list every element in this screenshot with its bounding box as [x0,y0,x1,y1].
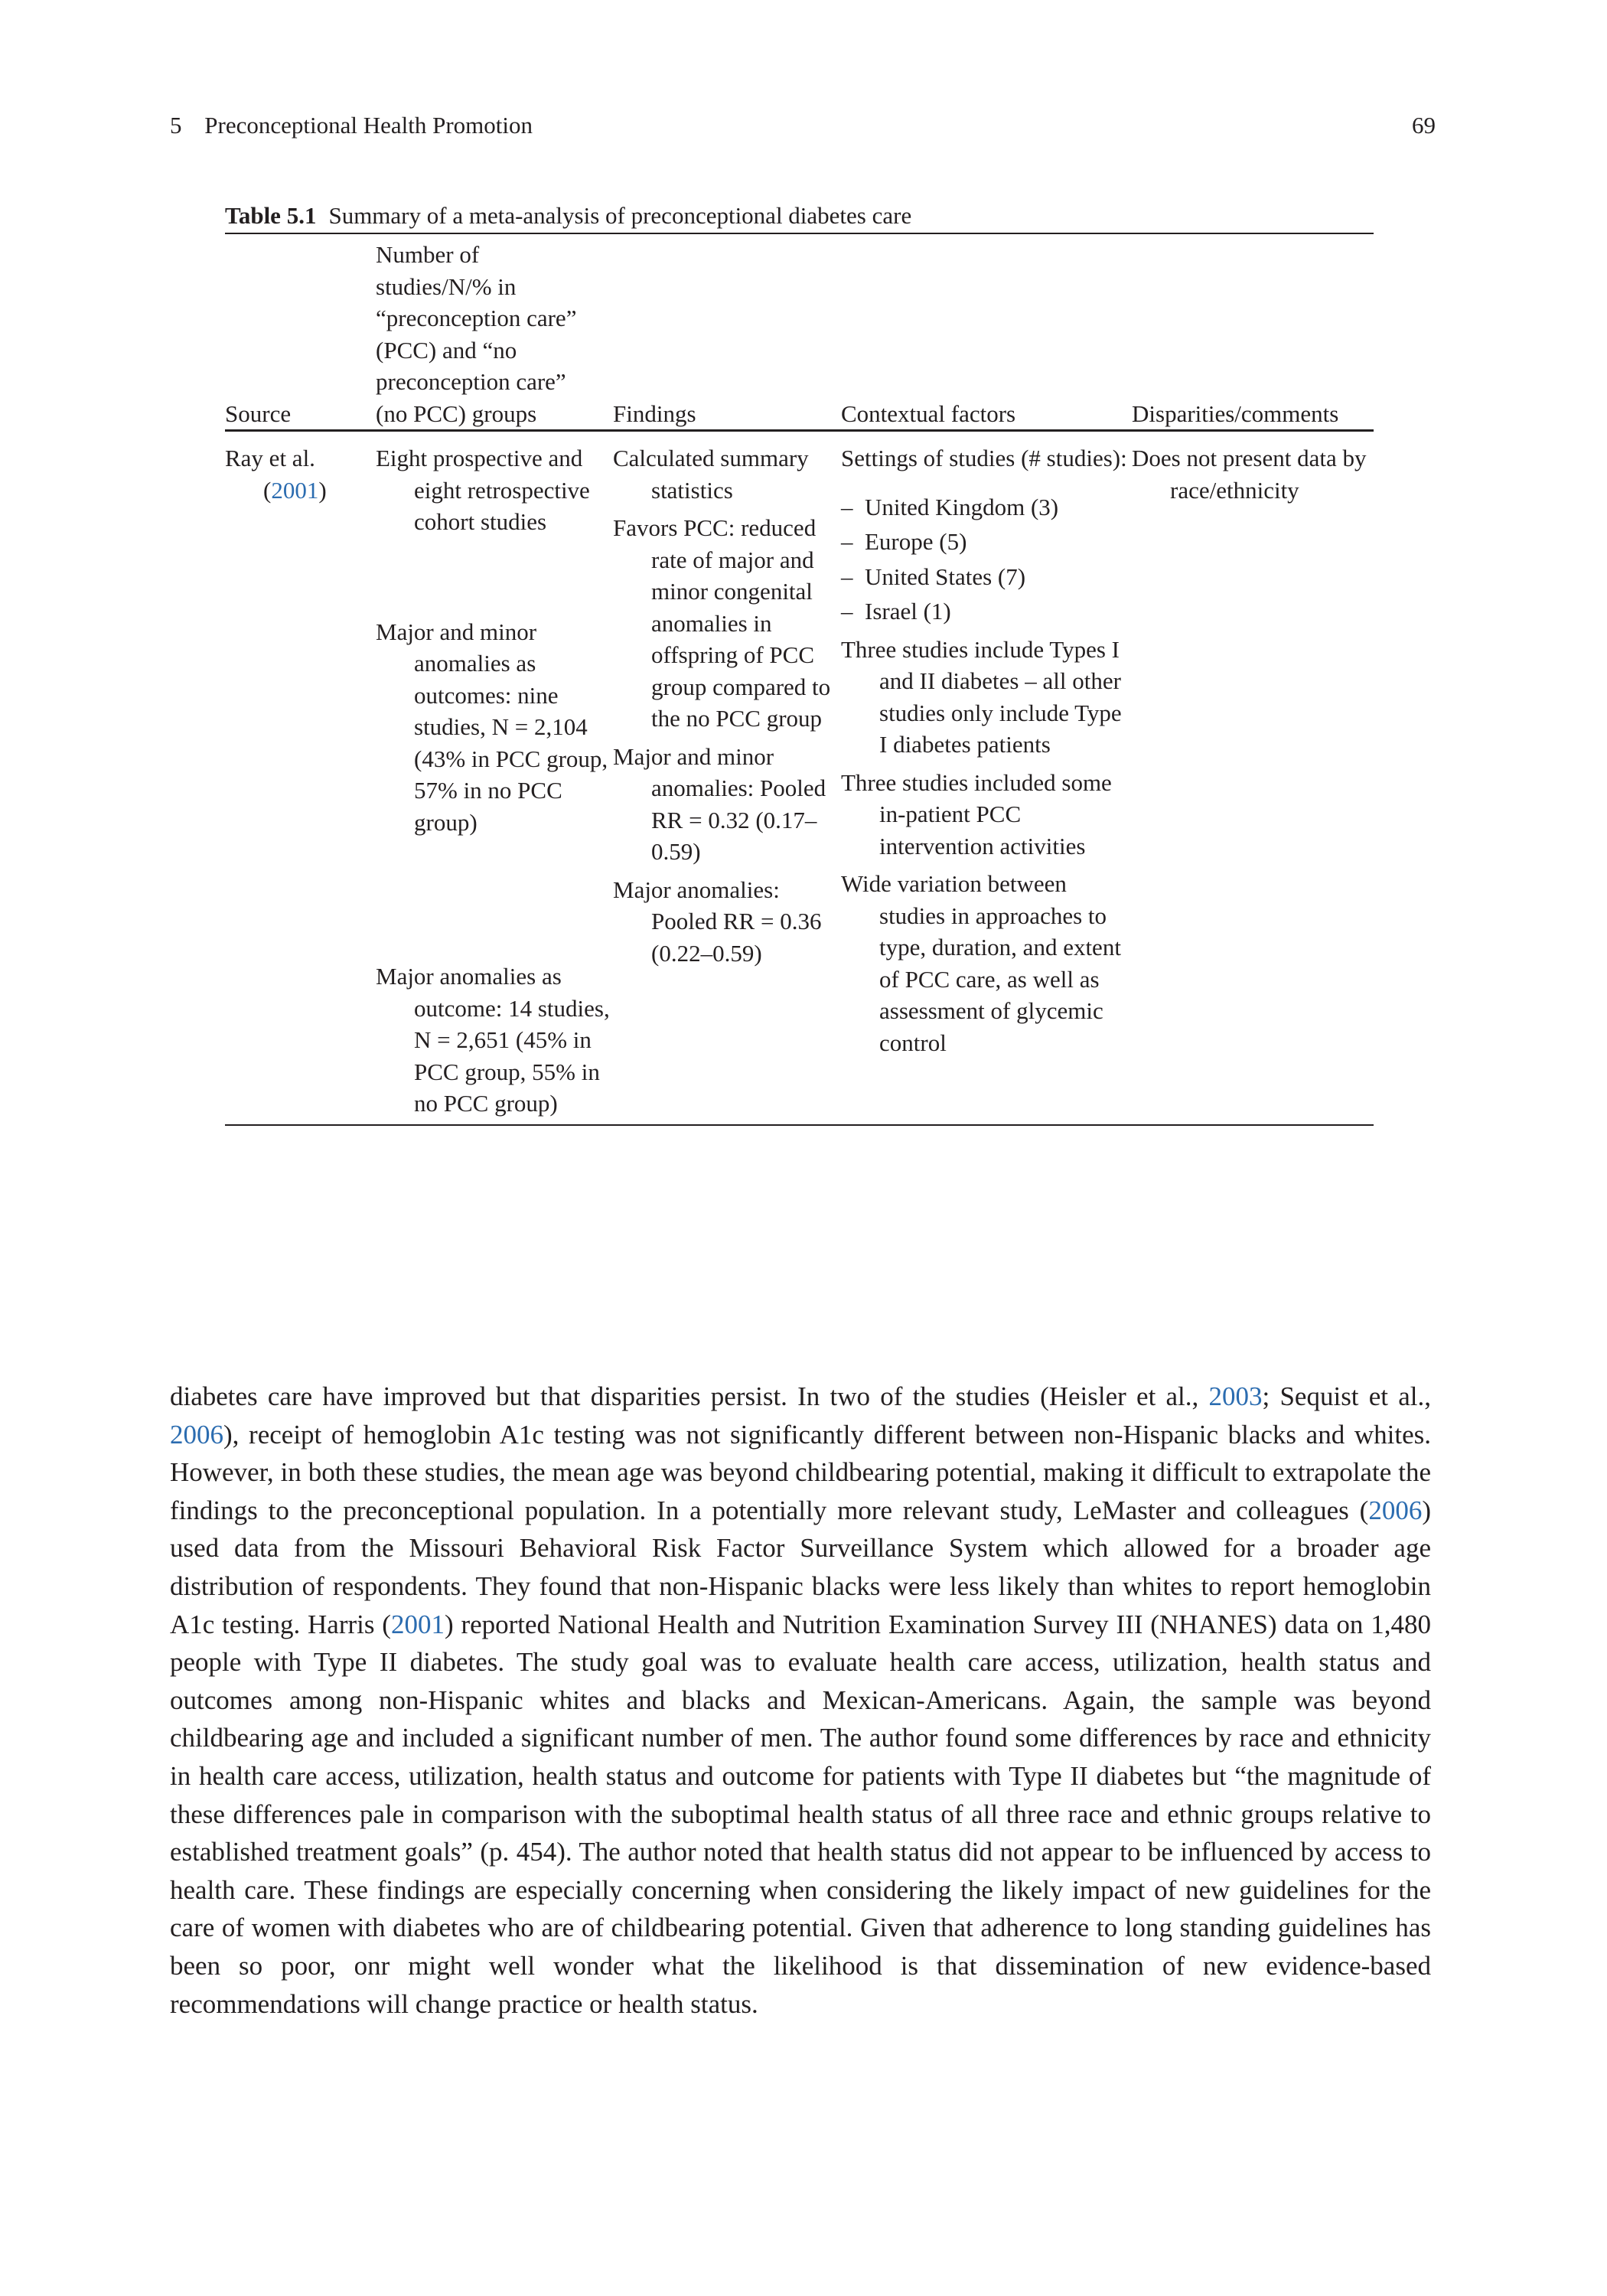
table-row [225,431,1374,1125]
col-header-source: Source [225,400,292,427]
running-header [170,112,533,139]
col-header-context: Contextual factors [841,400,1016,427]
context-note: Three studies included some in-patient PCC intervention activities [841,768,1112,859]
list-item: – United Kingdom (3) [841,493,1059,520]
col-header-disparities: Disparities/comments [1132,400,1339,427]
findings-text: Major anomalies: Pooled RR = 0.36 (0.22–0.59) [613,876,822,967]
table-label: Table 5.1 [225,202,317,229]
findings-text: Major and minor anomalies: Pooled RR = 0.32 (0.17–0.59) [613,742,826,865]
studies-text: Eight prospective and eight retrospective cohort studies [376,445,590,535]
findings-text: Calculated summary statistics [613,445,809,504]
list-item: – Europe (5) [841,528,967,555]
table-header-row [225,234,1374,431]
cell-findings [613,431,841,1125]
citation-link[interactable]: 2003 [1208,1381,1263,1411]
table-caption [225,201,1374,234]
col-header-studies: Number of studies/N/% in “preconception care” (PCC) and “no preconception care” (no PCC) groups [376,241,577,427]
findings-text: Favors PCC: reduced rate of major and minor congenital anomalies in offspring of PCC group compared to the no PCC group [613,514,831,732]
disparities-text: Does not present data by race/ethnicity [1132,445,1367,504]
citation-link[interactable]: 2001 [390,1609,445,1639]
col-header-findings: Findings [613,400,696,427]
list-item: – United States (7) [841,563,1026,590]
context-note: Wide variation between studies in approaches to type, duration, and extent of PCC care, as well as assessment of glycemic control [841,870,1121,1056]
settings-list [841,491,1132,628]
body-paragraph: diabetes care have improved but that disparities persist. In two of the studies (Heisler et al., 2003; Sequist et al., 2006), receipt of hemoglobin A1c testing was not significantly different between non-Hispanic blacks and whites. However, in both these studies, the mean age was beyond childbearing potential, making it difficult to extrapolate the findings to the preconceptional population. In a potentially more relevant study, LeMaster and colleagues (2006) used data from the Missouri Behavioral Risk Factor Surveillance System which allowed for a broader age distribution of respondents. They found that non-Hispanic blacks were less likely than whites to report hemoglobin A1c testing. Harris (2001) reported National Health and Nutrition Examination Survey III (NHANES) data on 1,480 people with Type II diabetes. The study goal was to evaluate health care access, utilization, health status and outcomes among non-Hispanic whites and blacks and Mexican-Americans. Again, the sample was beyond childbearing age and included a significant number of men. The author found some differences by race and ethnicity in health care access, utilization, health status and outcome for patients with Type II diabetes but “the magnitude of these differences pale in comparison with the suboptimal health status of all three race and ethnic groups relative to established treatment goals” (p. 454). The author noted that health status did not appear to be influenced by access to health care. These findings are especially concerning when considering the likely impact of new guidelines for the care of women with diabetes who are of childbearing potential. Given that adherence to long standing guidelines has been so poor, onr might well wonder what the likelihood is that dissemination of new evidence-based recommendations will change practice or health status. [170,1381,1432,2019]
source-author: Ray et al. [225,445,315,471]
context-heading: Settings of studies (# studies): [841,445,1127,471]
cell-source: Ray et al. (2001) [225,445,327,504]
studies-text: Major and minor anomalies as outcomes: nine studies, N = 2,104 (43% in PCC group, 57% in no PCC group) [376,618,608,836]
cell-studies [376,431,613,1125]
citation-link[interactable]: 2006 [170,1419,223,1450]
list-item: – Israel (1) [841,598,951,625]
context-note: Three studies include Types I and II diabetes – all other studies only include Type I diabetes patients [841,635,1122,758]
table-5-1 [225,201,1374,1126]
source-year-link[interactable]: 2001 [271,476,319,504]
studies-text: Major anomalies as outcome: 14 studies, N = 2,651 (45% in PCC group, 55% in no PCC group) [376,963,610,1117]
page-number: 69 [1412,112,1436,139]
chapter-title: Preconceptional Health Promotion [204,112,533,139]
chapter-number: 5 [170,112,182,139]
cell-context [841,431,1132,1125]
table-caption-text: Summary of a meta-analysis of preconceptional diabetes care [328,202,912,229]
citation-link[interactable]: 2006 [1368,1495,1423,1525]
summary-table [225,234,1374,1126]
cell-disparities [1132,431,1374,1125]
